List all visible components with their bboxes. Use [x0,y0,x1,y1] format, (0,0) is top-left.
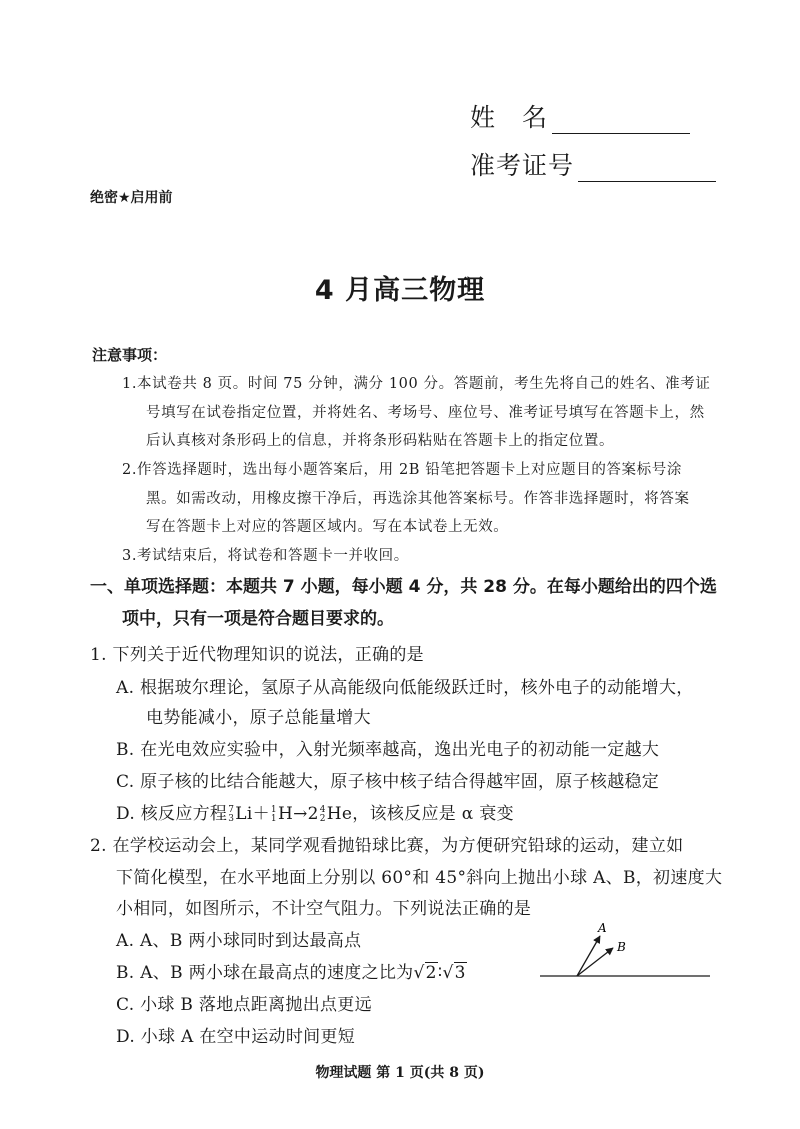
plus-sign: ＋ [252,804,270,824]
notice-line: 3.考试结束后，将试卷和答题卡一并收回。 [122,548,409,564]
fig-label-a: A [598,921,607,935]
name-label: 姓 名 [470,103,549,132]
nuclide-he-numbers [320,806,326,824]
h-atomic-number: 1 [270,813,277,824]
sqrt-sign: √ [413,963,425,983]
option-d-suffix: ，该核反应是 α 衰变 [352,804,514,824]
nuclide-li-numbers [228,806,234,824]
question-1-option-d [116,799,514,824]
notice-line: 号填写在试卷指定位置，并将姓名、考场号、座位号、准考证号填写在答题卡上，然 [146,405,705,421]
velocity-a-arrow [577,936,600,976]
question-2-stem-cont: 下简化模型，在水平地面上分别以 60°和 45°斜向上抛出小球 A、B，初速度大 [116,868,723,888]
question-1-option-a: A. 根据玻尔理论，氢原子从高能级向低能级跃迁时，核外电子的动能增大， [116,678,694,698]
ticket-label: 准考证号 [470,151,575,180]
projectile-figure [535,918,715,988]
question-1-option-c: C. 原子核的比结合能越大，原子核中核子结合得越牢固，原子核越稳定 [116,772,660,792]
he-mass-number: 4 [319,804,326,815]
notice-line: 黑。如需改动，用橡皮擦干净后，再选涂其他答案标号。作答非选择题时，将答案 [146,491,690,507]
h-symbol: H [277,804,294,824]
question-2-stem-cont: 小相同，如图所示，不计空气阻力。下列说法正确的是 [116,899,532,919]
notice-line: 写在答题卡上对应的答题区域内。写在本试卷上无效。 [146,519,509,535]
secret-mark: 绝密★启用前 [90,190,173,206]
nuclide-h-numbers [271,806,277,824]
sqrt-radicand-2: 3 [454,963,466,983]
page-title: 4 月高三物理 [314,275,486,306]
sqrt-radicand-1: 2 [425,963,437,983]
option-b-prefix: B. A、B 两小球在最高点的速度之比为 [116,963,414,983]
notice-line: 1.本试卷共 8 页。时间 75 分钟，满分 100 分。答题前，考生先将自己的姓名、准考证 [122,376,711,392]
name-field [470,98,690,134]
h-mass-number: 1 [270,804,277,815]
question-2-option-b [116,958,467,983]
question-2-option-d: D. 小球 A 在空中运动时间更短 [116,1027,356,1047]
page-footer: 物理试题 第 1 页(共 8 页) [315,1065,485,1081]
option-d-prefix: D. 核反应方程 [116,804,228,824]
li-symbol: Li [235,804,253,824]
ticket-blank [578,157,716,182]
notice-line: 2.作答选择题时，选出每小题答案后，用 2B 铅笔把答题卡上对应题目的答案标号涂 [122,462,682,478]
question-1-option-a-cont: 电势能减小，原子总能量增大 [146,708,371,728]
question-1-stem: 1. 下列关于近代物理知识的说法，正确的是 [90,645,424,665]
ratio-colon: ∶ [437,963,443,983]
section-heading-cont: 项中，只有一项是符合题目要求的。 [122,609,394,629]
li-mass-number: 7 [228,804,235,815]
sqrt-sign: √ [442,963,454,983]
question-1-option-b: B. 在光电效应实验中，入射光频率越高，逸出光电子的初动能一定越大 [116,740,660,760]
question-2-stem: 2. 在学校运动会上，某同学观看抛铅球比赛，为方便研究铅球的运动，建立如 [90,836,684,856]
notice-line: 后认真核对条形码上的信息，并将条形码粘贴在答题卡上的指定位置。 [146,433,615,449]
he-coefficient: 2 [307,804,319,824]
fig-label-b: B [617,940,626,954]
he-symbol: He [326,804,353,824]
question-2-option-c: C. 小球 B 落地点距离抛出点更远 [116,995,372,1015]
notice-heading: 注意事项： [92,346,168,364]
section-heading: 一、单项选择题：本题共 7 小题，每小题 4 分，共 28 分。在每小题给出的四个选 [90,577,717,597]
ticket-field [470,146,716,182]
name-blank [552,109,690,134]
li-atomic-number: 3 [228,813,235,824]
he-atomic-number: 2 [319,813,326,824]
question-2-option-a: A. A、B 两小球同时到达最高点 [116,931,362,951]
velocity-b-arrow [577,948,613,976]
reaction-arrow: → [293,804,308,824]
